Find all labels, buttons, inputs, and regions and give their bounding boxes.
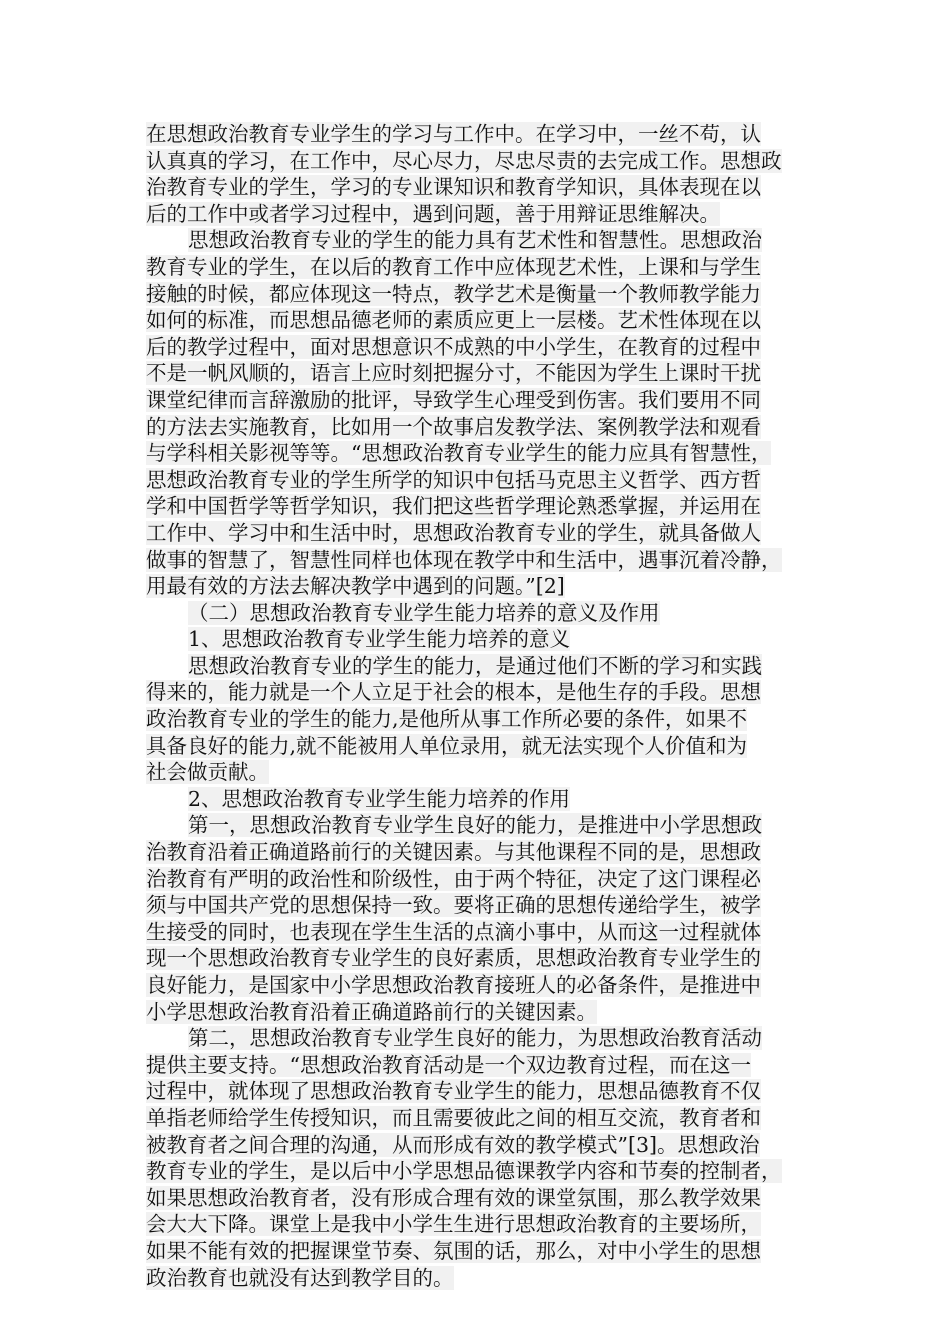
text-line: 治教育沿着正确道路前行的关键因素。与其他课程不同的是，思想政: [146, 840, 761, 865]
text-line: 思想政治教育专业的学生所学的知识中包括马克思主义哲学、西方哲: [146, 467, 761, 492]
text-line: 会大大下降。课堂上是我中小学生生进行思想政治教育的主要场所，: [146, 1212, 761, 1237]
text-line: 须与中国共产党的思想保持一致。要将正确的思想传递给学生，被学: [146, 893, 761, 918]
text-line: 如果思想政治教育者，没有形成合理有效的课堂氛围，那么教学效果: [146, 1185, 761, 1210]
text-line: 教育专业的学生，是以后中小学思想品德课教学内容和节奏的控制者，: [146, 1159, 782, 1184]
text-line: 政治教育也就没有达到教学目的。: [146, 1265, 454, 1290]
text-line: 做事的智慧了，智慧性同样也体现在教学中和生活中，遇事沉着冷静，: [146, 547, 782, 572]
text-line: 社会做贡献。: [146, 760, 269, 785]
text-line: 现一个思想政治教育专业学生的良好素质，思想政治教育专业学生的: [146, 946, 761, 971]
document-body: [146, 121, 836, 1291]
section-heading: （二）思想政治教育专业学生能力培养的意义及作用: [188, 600, 660, 625]
text-line: 政治教育专业的学生的能力,是他所从事工作所必要的条件，如果不: [146, 707, 748, 732]
text-line: 与学科相关影视等等。“思想政治教育专业学生的能力应具有智慧性，: [146, 441, 772, 466]
text-line: 的方法去实施教育，比如用一个故事启发教学法、案例教学法和观看: [146, 414, 761, 439]
text-line: 过程中，就体现了思想政治教育专业学生的能力，思想品德教育不仅: [146, 1079, 761, 1104]
subsection-heading: 2、思想政治教育专业学生能力培养的作用: [188, 786, 571, 811]
text-line: 小学思想政治教育沿着正确道路前行的关键因素。: [146, 999, 597, 1024]
text-line: 后的教学过程中，面对思想意识不成熟的中小学生，在教育的过程中: [146, 334, 761, 359]
text-line: 良好能力，是国家中小学思想政治教育接班人的必备条件，是推进中: [146, 973, 761, 997]
text-line: 治教育专业的学生，学习的专业课知识和教育学知识，具体表现在以: [146, 175, 761, 200]
text-line: 如何的标准，而思想品德老师的素质应更上一层楼。艺术性体现在以: [146, 308, 761, 333]
text-line: 第一，思想政治教育专业学生良好的能力，是推进中小学思想政: [188, 813, 762, 838]
text-line: 具备良好的能力,就不能被用人单位录用，就无法实现个人价值和为: [146, 733, 748, 758]
text-line: 教育专业的学生，在以后的教育工作中应体现艺术性，上课和与学生: [146, 254, 761, 279]
text-line: 单指老师给学生传授知识，而且需要彼此之间的相互交流，教育者和: [146, 1105, 761, 1130]
text-line: 生接受的同时，也表现在学生生活的点滴小事中，从而这一过程就体: [146, 919, 761, 944]
text-line: 治教育有严明的政治性和阶级性，由于两个特征，决定了这门课程必: [146, 866, 761, 891]
text-line: 被教育者之间合理的沟通，从而形成有效的教学模式”[3]。思想政治: [146, 1132, 760, 1157]
subsection-heading: 1、思想政治教育专业学生能力培养的意义: [188, 627, 571, 652]
text-line: 接触的时候，都应体现这一特点，教学艺术是衡量一个教师教学能力: [146, 281, 761, 306]
text-line: 后的工作中或者学习过程中，遇到问题，善于用辩证思维解决。: [146, 201, 720, 226]
text-line: 用最有效的方法去解决教学中遇到的问题。”[2]: [146, 574, 565, 599]
text-line: 学和中国哲学等哲学知识，我们把这些哲学理论熟悉掌握，并运用在: [146, 494, 761, 519]
text-line: 工作中、学习中和生活中时，思想政治教育专业的学生，就具备做人: [146, 520, 761, 545]
text-line: 思想政治教育专业的学生的能力，是通过他们不断的学习和实践: [188, 653, 762, 678]
text-line: 在思想政治教育专业学生的学习与工作中。在学习中，一丝不苟，认: [146, 122, 761, 146]
text-line: 思想政治教育专业的学生的能力具有艺术性和智慧性。思想政治: [188, 228, 762, 253]
text-line: 课堂纪律而言辞激励的批评，导致学生心理受到伤害。我们要用不同: [146, 387, 761, 412]
text-line: 提供主要支持。“思想政治教育活动是一个双边教育过程，而在这一: [146, 1052, 751, 1077]
text-line: 得来的，能力就是一个人立足于社会的根本，是他生存的手段。思想: [146, 680, 761, 705]
text-line: 第二，思想政治教育专业学生良好的能力，为思想政治教育活动: [188, 1026, 762, 1051]
text-line: 认真真的学习，在工作中，尽心尽力，尽忠尽责的去完成工作。思想政: [146, 148, 782, 173]
text-line: 如果不能有效的把握课堂节奏、氛围的话，那么，对中小学生的思想: [146, 1238, 761, 1263]
text-line: 不是一帆风顺的，语言上应时刻把握分寸，不能因为学生上课时干扰: [146, 361, 761, 386]
